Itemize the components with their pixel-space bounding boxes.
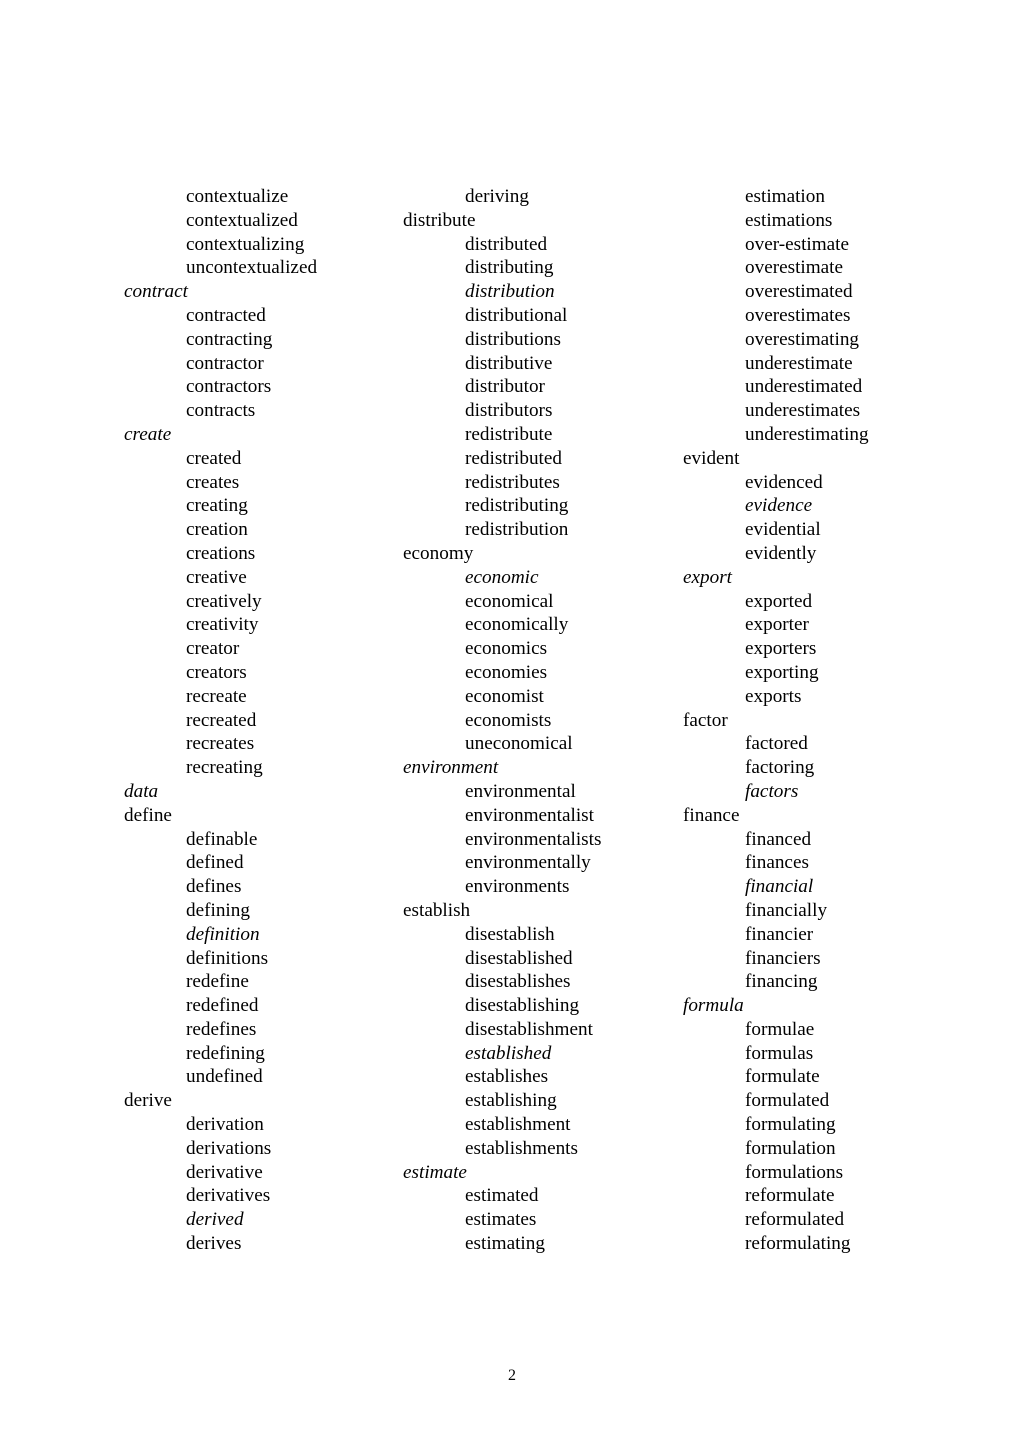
- word-family-member: defined: [186, 852, 244, 874]
- word-family-member: economic: [465, 566, 539, 588]
- word-family-member: contextualized: [186, 209, 298, 231]
- headword: derive: [124, 1090, 172, 1112]
- word-family-member: distribution: [465, 281, 555, 303]
- word-family-member: overestimate: [745, 257, 844, 279]
- word-family-member: formulae: [745, 1018, 815, 1040]
- word-family-member: estimations: [745, 209, 833, 231]
- word-family-member: underestimates: [745, 400, 861, 422]
- word-family-member: economist: [465, 685, 544, 707]
- word-family-member: creative: [186, 566, 247, 588]
- word-family-member: creator: [186, 638, 240, 660]
- word-family-member: disestablishing: [465, 995, 580, 1017]
- word-family-member: formulation: [745, 1137, 836, 1159]
- word-family-member: evidenced: [745, 471, 823, 493]
- word-family-member: over-estimate: [745, 233, 850, 255]
- word-family-member: estimated: [465, 1185, 539, 1207]
- word-list-column-1: [124, 185, 414, 1256]
- word-family-member: distributors: [465, 400, 553, 422]
- word-family-member: redistributing: [465, 495, 569, 517]
- word-family-member: environmental: [465, 780, 576, 802]
- word-family-member: evidence: [745, 495, 813, 517]
- word-family-member: derivative: [186, 1161, 263, 1183]
- word-family-member: disestablishes: [465, 971, 571, 993]
- word-family-member: underestimated: [745, 376, 863, 398]
- word-family-member: redistribution: [465, 519, 569, 541]
- word-family-member: economically: [465, 614, 569, 636]
- headword: environment: [403, 757, 499, 779]
- word-family-member: financial: [745, 876, 814, 898]
- word-family-member: establishment: [465, 1114, 571, 1136]
- word-family-member: establishes: [465, 1066, 549, 1088]
- word-family-member: reformulating: [745, 1233, 851, 1255]
- word-family-member: estimates: [465, 1209, 537, 1231]
- word-family-member: contractor: [186, 352, 264, 374]
- word-family-member: financier: [745, 923, 814, 945]
- headword: estimate: [403, 1161, 467, 1183]
- word-family-member: creativity: [186, 614, 259, 636]
- word-family-member: formulating: [745, 1114, 836, 1136]
- word-family-member: evidently: [745, 542, 817, 564]
- word-family-member: creating: [186, 495, 248, 517]
- word-family-member: finances: [745, 852, 809, 874]
- headword: economy: [403, 542, 474, 564]
- word-family-member: establishing: [465, 1090, 557, 1112]
- word-family-member: deriving: [465, 186, 529, 207]
- word-family-member: economics: [465, 638, 548, 660]
- word-family-member: creates: [186, 471, 240, 493]
- headword: factor: [683, 709, 728, 731]
- word-family-member: economies: [465, 661, 548, 683]
- word-list-column-3: [683, 185, 973, 1256]
- word-family-member: distributing: [465, 257, 554, 279]
- headword: evident: [683, 447, 740, 469]
- word-family-member: environments: [465, 876, 570, 898]
- word-family-member: recreating: [186, 757, 263, 779]
- word-family-member: creations: [186, 542, 256, 564]
- word-family-member: distributional: [465, 304, 568, 326]
- word-family-member: contracts: [186, 400, 256, 422]
- headword: distribute: [403, 209, 476, 231]
- word-family-member: redefine: [186, 971, 249, 993]
- word-family-member: financed: [745, 828, 812, 850]
- word-family-member: formulated: [745, 1090, 830, 1112]
- word-family-member: reformulate: [745, 1185, 835, 1207]
- word-family-member: redefines: [186, 1018, 257, 1040]
- word-family-member: defines: [186, 876, 242, 898]
- headword: create: [124, 423, 172, 445]
- word-family-member: contextualize: [186, 186, 289, 207]
- word-family-member: derived: [186, 1209, 244, 1231]
- word-family-member: distributive: [465, 352, 553, 374]
- word-family-member: defining: [186, 899, 250, 921]
- word-family-member: established: [465, 1042, 552, 1064]
- word-family-member: environmentally: [465, 852, 591, 874]
- word-family-member: derivation: [186, 1114, 264, 1136]
- word-family-member: overestimates: [745, 304, 851, 326]
- word-family-member: exporter: [745, 614, 809, 636]
- word-list-column-2: [403, 185, 693, 1256]
- word-family-member: factoring: [745, 757, 815, 779]
- word-family-member: uneconomical: [465, 733, 573, 755]
- word-family-member: exports: [745, 685, 802, 707]
- word-family-member: redefined: [186, 995, 259, 1017]
- word-family-member: definitions: [186, 947, 269, 969]
- word-family-member: exporting: [745, 661, 819, 683]
- word-family-member: contracting: [186, 328, 273, 350]
- word-family-member: economists: [465, 709, 552, 731]
- word-family-member: factors: [745, 780, 799, 802]
- word-family-member: disestablished: [465, 947, 573, 969]
- headword: export: [683, 566, 733, 588]
- word-family-member: derivations: [186, 1137, 272, 1159]
- word-family-member: underestimate: [745, 352, 853, 374]
- word-family-member: recreate: [186, 685, 247, 707]
- word-family-member: financiers: [745, 947, 821, 969]
- word-family-member: environmentalists: [465, 828, 602, 850]
- word-family-member: created: [186, 447, 242, 469]
- word-family-member: economical: [465, 590, 554, 612]
- word-family-member: formulas: [745, 1042, 814, 1064]
- word-family-member: derivatives: [186, 1185, 271, 1207]
- word-family-member: undefined: [186, 1066, 263, 1088]
- word-family-member: redistributes: [465, 471, 560, 493]
- word-family-member: disestablish: [465, 923, 555, 945]
- word-family-member: redistributed: [465, 447, 562, 469]
- word-family-member: environmentalist: [465, 804, 594, 826]
- word-family-member: contracted: [186, 304, 266, 326]
- word-family-member: financing: [745, 971, 818, 993]
- word-family-member: formulate: [745, 1066, 820, 1088]
- word-family-member: disestablishment: [465, 1018, 593, 1040]
- word-family-member: formulations: [745, 1161, 844, 1183]
- word-family-member: contractors: [186, 376, 272, 398]
- word-family-member: underestimating: [745, 423, 869, 445]
- word-family-member: reformulated: [745, 1209, 845, 1231]
- headword: define: [124, 804, 172, 826]
- word-family-member: estimating: [465, 1233, 545, 1255]
- headword: data: [124, 780, 159, 802]
- word-family-member: overestimating: [745, 328, 860, 350]
- word-family-member: contextualizing: [186, 233, 305, 255]
- word-family-member: exported: [745, 590, 813, 612]
- word-family-member: estimation: [745, 186, 825, 207]
- word-family-member: creation: [186, 519, 248, 541]
- word-family-member: definition: [186, 923, 260, 945]
- headword: establish: [403, 899, 471, 921]
- word-family-member: recreated: [186, 709, 257, 731]
- word-family-member: distributed: [465, 233, 548, 255]
- word-family-member: overestimated: [745, 281, 853, 303]
- headword: contract: [124, 281, 188, 303]
- word-family-member: redistribute: [465, 423, 553, 445]
- page-number: 2: [508, 1367, 516, 1384]
- word-family-member: definable: [186, 828, 258, 850]
- word-family-member: creatively: [186, 590, 262, 612]
- word-family-member: establishments: [465, 1137, 578, 1159]
- word-family-member: uncontextualized: [186, 257, 318, 279]
- word-family-member: derives: [186, 1233, 242, 1255]
- word-family-member: evidential: [745, 519, 821, 541]
- word-family-member: distributor: [465, 376, 545, 398]
- word-family-member: distributions: [465, 328, 561, 350]
- word-family-member: creators: [186, 661, 247, 683]
- word-family-member: recreates: [186, 733, 255, 755]
- word-family-member: factored: [745, 733, 808, 755]
- headword: finance: [683, 804, 740, 826]
- word-family-member: redefining: [186, 1042, 265, 1064]
- word-family-member: financially: [745, 899, 828, 921]
- word-family-member: exporters: [745, 638, 817, 660]
- headword: formula: [683, 995, 744, 1017]
